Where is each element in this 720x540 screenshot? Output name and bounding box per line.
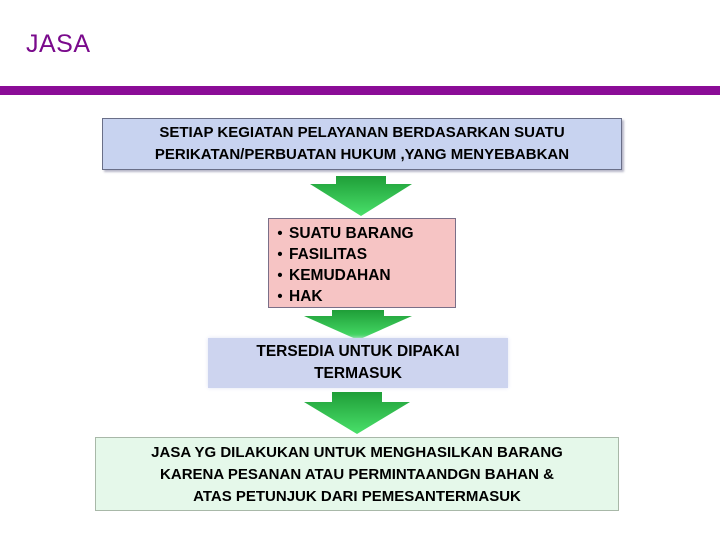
list-item [271, 286, 455, 307]
down-arrow-3-icon [300, 392, 414, 434]
bullet-icon: • [277, 225, 283, 242]
list-item [271, 265, 455, 286]
available-line-1: TERSEDIA UNTUK DIPAKAI [256, 343, 460, 360]
bullet-icon: • [277, 288, 283, 305]
available-box [208, 338, 508, 388]
item-label: KEMUDAHAN [289, 267, 391, 284]
includes-box [95, 437, 619, 511]
down-arrow-1-icon [306, 176, 416, 216]
items-box [268, 218, 456, 308]
definition-box [102, 118, 622, 170]
list-item [271, 223, 455, 244]
definition-line-1: SETIAP KEGIATAN PELAYANAN BERDASARKAN SUATU [159, 124, 565, 141]
includes-line-3: ATAS PETUNJUK DARI PEMESANTERMASUK [193, 488, 521, 505]
definition-line-2: PERIKATAN/PERBUATAN HUKUM ,YANG MENYEBABKAN [154, 146, 570, 163]
item-label: SUATU BARANG [289, 225, 414, 242]
includes-line-1: JASA YG DILAKUKAN UNTUK MENGHASILKAN BARANG [151, 444, 563, 461]
item-label: FASILITAS [289, 246, 368, 263]
title-divider [0, 86, 720, 95]
bullet-icon: • [277, 267, 283, 284]
item-label: HAK [289, 288, 323, 305]
list-item [271, 244, 455, 265]
slide-title: JASA [26, 30, 91, 58]
includes-line-2: KARENA PESANAN ATAU PERMINTAANDGN BAHAN & [160, 466, 554, 483]
bullet-icon: • [277, 246, 283, 263]
down-arrow-2-icon [302, 310, 414, 340]
available-line-2: TERMASUK [314, 365, 402, 382]
